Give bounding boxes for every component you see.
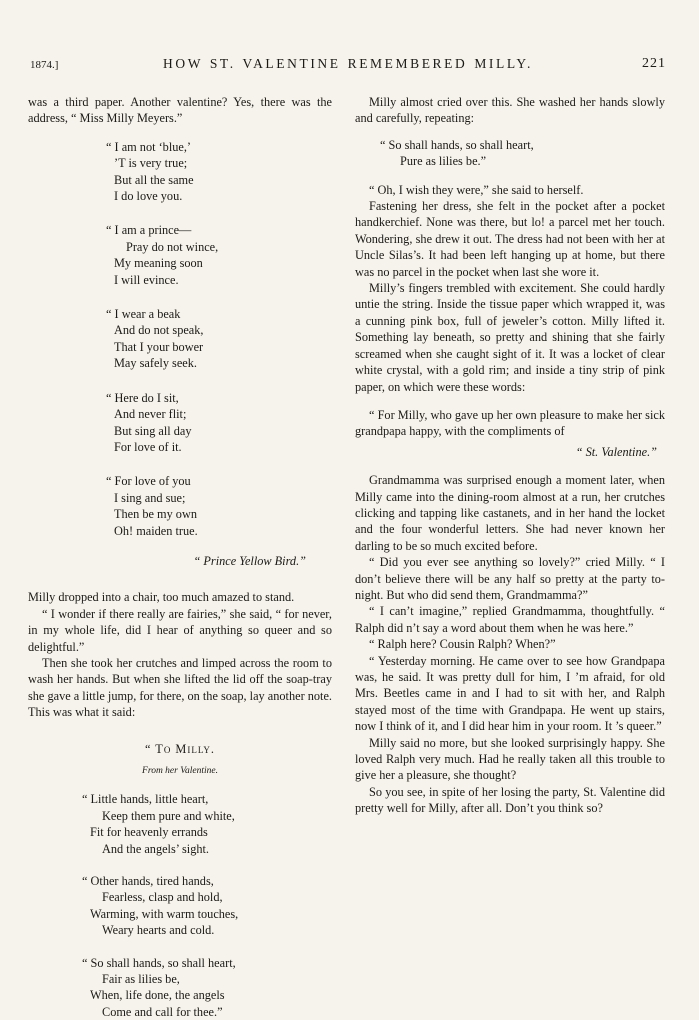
poem-line: Pure as lilies be.” [400, 154, 487, 169]
paragraph: So you see, in spite of her losing the party, St. Valentine did pretty well for Milly, after all. Don’t you think so? [355, 784, 665, 816]
poem-line: “ So shall hands, so shall heart, [82, 955, 236, 970]
poem-line: I will evince. [114, 272, 179, 287]
paragraph: Milly dropped into a chair, too much amazed to stand. [28, 590, 295, 605]
paragraph: Then she took her crutches and limped across the room to wash her hands. But when she lifted the lid off the soap-tray she gave a little jump, for there, on the soap, lay another note. This was what it said: [28, 655, 332, 720]
right-column [355, 94, 665, 817]
poem-stanza [106, 139, 332, 205]
poem-line: Keep them pure and white, [102, 808, 235, 823]
poem-line: When, life done, the angels [90, 988, 225, 1003]
poem-line: “ Here do I sit, [106, 390, 179, 405]
poem-line: Warming, with warm touches, [90, 906, 239, 921]
prince-yellow-bird-poem [106, 139, 332, 539]
poem-line: Fearless, clasp and hold, [102, 890, 223, 905]
poem-line: My meaning soon [114, 256, 203, 271]
poem-line: “ Other hands, tired hands, [82, 874, 214, 889]
poem-line: That I your bower [114, 339, 204, 354]
repeated-verse [380, 137, 665, 170]
paragraph: Grandmamma was surprised enough a moment later, when Milly came into the dining-room almost at a run, her crutches clicking and tapping like castanets, and in her hand the locket and the four wonderful letters. She had never known her darling to be so much excited before. [355, 473, 665, 553]
paragraph: “ Yesterday morning. He came over to see how Grandpapa was, he said. It was pretty dull for him, I ’m afraid, for old Mrs. Beetles came in and I had to sit with her, and Ralph stayed most of the time with Grandpapa. He went up stairs, now I think of it, and I did hear him in your room. It ’s queer.” [355, 653, 665, 734]
poem-line: Fit for heavenly errands [90, 825, 208, 840]
little-hands-poem [82, 791, 332, 1020]
poem-stanza [380, 137, 665, 170]
poem-line: For love of it. [114, 439, 182, 454]
poem-stanza [82, 955, 332, 1020]
poem-line: “ I am not ‘blue,’ [106, 139, 192, 154]
poem-stanza [106, 222, 332, 288]
note-heading: “ To Milly. [145, 741, 215, 756]
paragraph: “ For Milly, who gave up her own pleasure to make her sick grandpapa happy, with the compliments of [355, 407, 665, 439]
poem-line: But sing all day [114, 423, 192, 438]
poem-line: Come and call for thee.” [102, 1004, 223, 1019]
page-number: 221 [642, 56, 666, 71]
poem-stanza [82, 791, 332, 857]
paragraph: was a third paper. Another valentine? Yes, there was the address, “ Miss Milly Meyers.” [28, 95, 332, 126]
paragraph: Milly almost cried over this. She washed her hands slowly and carefully, repeating: [355, 95, 665, 126]
poem-stanza [106, 306, 332, 372]
poem-line: Pray do not wince, [126, 239, 219, 254]
paragraph: Fastening her dress, she felt in the pocket after a pocket handkerchief. None was there, but lo! a parcel met her touch. Wondering, she drew it out. The dress had not been with her at Uncle Silas’s. It had been left hanging up at home, but there was no parcel in the pocket when last she wore it. [355, 199, 665, 279]
poem-line: And do not speak, [114, 323, 204, 338]
poem-line: Fair as lilies be, [102, 972, 180, 987]
poem-line: “ Little hands, little heart, [82, 792, 209, 807]
running-title: HOW ST. VALENTINE REMEMBERED MILLY. [163, 56, 533, 71]
poem-line: Then be my own [114, 507, 197, 522]
poem-line: “ So shall hands, so shall heart, [380, 137, 534, 152]
poem-line: I sing and sue; [114, 490, 186, 505]
note-from-line: From her Valentine. [142, 766, 218, 776]
poem-line: Oh! maiden true. [114, 523, 198, 538]
locket-signature: “ St. Valentine.” [575, 444, 657, 459]
running-header [30, 56, 666, 76]
issue-date: 1874.] [30, 59, 59, 71]
poem-stanza [106, 473, 332, 539]
poem-line: “ I wear a beak [106, 307, 181, 322]
poem-line: ’T is very true; [114, 156, 188, 171]
paragraph: “ Ralph here? Cousin Ralph? When?” [369, 637, 556, 652]
poem-line: And the angels’ sight. [102, 841, 210, 856]
poem-line: I do love you. [114, 189, 183, 204]
poem-line: “ I am a prince— [106, 223, 192, 238]
left-column [28, 94, 332, 1020]
paragraph: Milly’s fingers trembled with excitement. She could hardly untie the string. Inside the tissue paper which wrapped it, was a cunning pink box, full of jeweler’s cotton. Milly lifted it. Something lay beneath, so pretty and shining that she fairly screamed when she caught sight of it. It was a locket of clear white crystal, with a gold rim; and inside a tiny strip of pink paper, on which were these words: [355, 281, 665, 394]
paragraph: “ Did you ever see anything so lovely?” cried Milly. “ I don’t believe there will be any half so pretty at the party to-night. But who did send them, Grandmamma?” [355, 555, 665, 602]
poem-stanza [82, 873, 332, 939]
paragraph: “ I can’t imagine,” replied Grandmamma, thoughtfully. “ Ralph did n’t say a word about them when he was here.” [355, 604, 665, 635]
paragraph: “ Oh, I wish they were,” she said to herself. [369, 182, 584, 197]
paragraph: “ I wonder if there really are fairies,” she said, “ for never, in my whole life, did I hear of anything so queer and so delightful.” [28, 606, 332, 654]
poem-signature: “ Prince Yellow Bird.” [193, 553, 306, 568]
paragraph: Milly said no more, but she looked surprisingly happy. She loved Ralph very much. Had he really taken all this trouble to give her a pleasure, she thought? [355, 735, 665, 783]
poem-line: “ For love of you [106, 474, 191, 489]
poem-line: And never flit; [114, 407, 187, 422]
poem-line: May safely seek. [114, 356, 197, 371]
poem-line: But all the same [114, 172, 194, 187]
poem-stanza [106, 390, 332, 456]
poem-line: Weary hearts and cold. [102, 923, 215, 938]
